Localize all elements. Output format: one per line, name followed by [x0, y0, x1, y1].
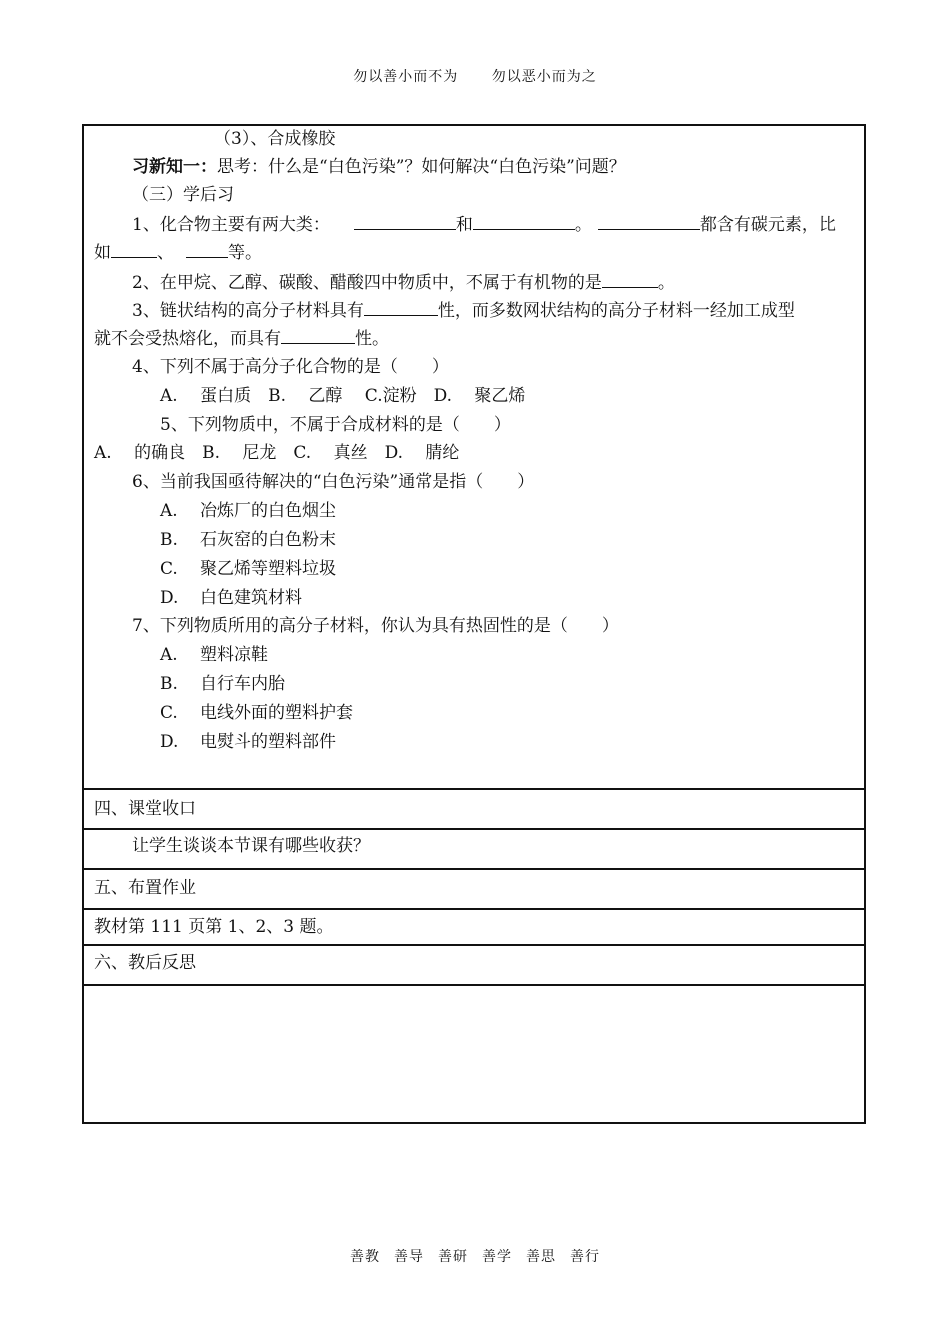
q7-option-a: A. 塑料凉鞋: [160, 645, 268, 665]
q1-line2-a: 如: [94, 243, 111, 263]
question-1-line1: [132, 213, 836, 236]
q2-end: 。: [657, 273, 675, 293]
footer-item: 善行: [570, 1249, 600, 1265]
section-5-content-row: [84, 908, 864, 944]
question-4-options: A. 蛋白质 B. 乙醇 C.淀粉 D. 聚乙烯: [160, 386, 526, 406]
section-6-title-row: [84, 944, 864, 984]
q3-text-b: 性，而多数网状结构的高分子材料一经加工成型: [437, 301, 795, 321]
q6-option-b: B. 石灰窑的白色粉末: [160, 530, 336, 550]
page-footer: [0, 1246, 950, 1266]
section-6-reflection-area[interactable]: [84, 984, 864, 1122]
q7-option-b: B. 自行车内胎: [160, 674, 285, 694]
footer-item: 善教: [350, 1249, 380, 1265]
page-header: [0, 66, 950, 86]
q1-line2-sep: 、: [157, 243, 174, 263]
q1-blank-3[interactable]: [598, 213, 700, 230]
new-knowledge-line: [132, 156, 626, 178]
q3-blank-1[interactable]: [364, 299, 438, 316]
section-4-title-row: [84, 788, 864, 828]
q3-text-a: 3、链状结构的高分子材料具有: [132, 301, 364, 321]
q2-blank[interactable]: [602, 271, 658, 288]
section-5-title: 五、布置作业: [94, 878, 196, 898]
question-5: 5、下列物质中，不属于合成材料的是（ ）: [160, 415, 511, 435]
header-motto-left: 勿以善小而不为: [353, 69, 459, 85]
footer-item: 善学: [482, 1249, 512, 1265]
section-6-title: 六、教后反思: [94, 953, 196, 973]
header-motto-right: 勿以恶小而为之: [491, 69, 597, 85]
lesson-table: [82, 124, 866, 1124]
q1-text-b: 。: [574, 215, 592, 235]
section-5-title-row: [84, 868, 864, 908]
footer-item: 善研: [438, 1249, 468, 1265]
q6-option-a: A. 冶炼厂的白色烟尘: [160, 501, 336, 521]
q6-option-c: C. 聚乙烯等塑料垃圾: [160, 559, 336, 579]
q3-blank-2[interactable]: [281, 327, 355, 344]
section-5-content: 教材第 111 页第 1、2、3 题。: [94, 917, 334, 937]
question-5-options: A. 的确良 B. 尼龙 C. 真丝 D. 腈纶: [94, 443, 460, 463]
q7-option-d: D. 电熨斗的塑料部件: [160, 732, 336, 752]
q1-text-and: 和: [455, 215, 473, 235]
new-knowledge-text: 思考：什么是“白色污染”？如何解决“白色污染”问题？: [217, 157, 626, 177]
q1-blank-1[interactable]: [354, 213, 456, 230]
q1-line2-end: 等。: [228, 243, 262, 263]
question-3-line1: [132, 299, 795, 322]
question-3-line2: [94, 327, 389, 350]
q3-line2-a: 就不会受热熔化，而具有: [94, 329, 281, 349]
new-knowledge-label: 习新知一：: [132, 157, 217, 177]
q3-line2-b: 性。: [355, 329, 389, 349]
question-2: [132, 271, 675, 294]
question-7: 7、下列物质所用的高分子材料，你认为具有热固性的是（ ）: [132, 616, 619, 636]
q1-blank-2[interactable]: [473, 213, 575, 230]
q1-text-c: 都含有碳元素，比: [699, 215, 836, 235]
q7-option-c: C. 电线外面的塑料护套: [160, 703, 353, 723]
footer-item: 善思: [526, 1249, 556, 1265]
q1-blank-5[interactable]: [186, 241, 228, 258]
item-synthetic-rubber: （3）、合成橡胶: [214, 129, 336, 149]
q2-text: 2、在甲烷、乙醇、碳酸、醋酸四中物质中，不属于有机物的是: [132, 273, 602, 293]
question-1-line2: [94, 241, 262, 264]
q1-blank-4[interactable]: [111, 241, 157, 258]
question-6: 6、当前我国亟待解决的“白色污染”通常是指（ ）: [132, 472, 535, 492]
question-4: 4、下列不属于高分子化合物的是（ ）: [132, 357, 449, 377]
section-4-content-row: [84, 828, 864, 868]
footer-item: 善导: [394, 1249, 424, 1265]
q6-option-d: D. 白色建筑材料: [160, 588, 302, 608]
section-4-content: 让学生谈谈本节课有哪些收获？: [132, 836, 370, 856]
q1-text-a: 1、化合物主要有两大类：: [132, 215, 330, 235]
section-subtitle: （三）学后习: [132, 185, 234, 205]
section-4-title: 四、课堂收口: [94, 799, 196, 819]
